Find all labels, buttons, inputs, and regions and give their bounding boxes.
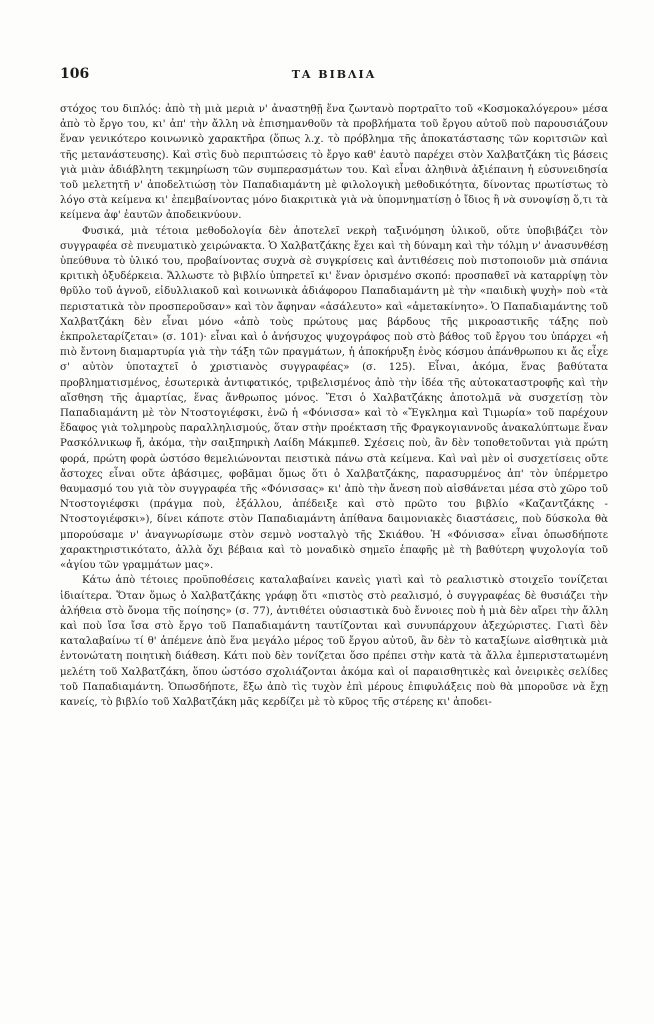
body-text [60,102,608,710]
paragraph-1: στόχος του διπλός: ἀπὸ τὴ μιὰ μεριὰ ν' ἀναστηθῇ ἕνα ζωντανὸ πορτραῖτο τοῦ «Κοσμοκαλόγερου» μέσα ἀπὸ τὸ ἔργο του, κι' ἀπ' τὴν ἄλλη νὰ ἐπισημανθοῦν τὰ προβλήματα τοῦ ἔργου αὐτοῦ ποὺ παρουσιάζουν ἕναν γενικότερο κοινωνικὸ χαρακτῆρα (ὅπως λ.χ. τὸ πρόβλημα τῆς ἀποκατάστασης τῶν κοριτσιῶν καὶ τῆς μετανάστευσης). Καὶ στὶς δυὸ περιπτώσεις τὸ ἔργο καθ' ἑαυτὸ παρέχει στὸν Χαλβατζάκη τὶς βάσεις γιὰ μιὰν ἀδιάβλητη τεκμηρίωση τῶν συμπερασμάτων του. Καὶ εἶναι ἀληθινὰ ἀξιέπαινη ἡ εὐσυνειδησία τοῦ μελετητῆ ν' ἀποδελτιώσῃ τὸν Παπαδιαμάντη μὲ φιλολογικὴ μεθοδικότητα, δίνοντας πρωτίστως τὸ λόγο στὰ κείμενα κι' ἐπεμβαίνοντας μόνο διακριτικὰ γιὰ νὰ ὑπομνηματίσῃ ὁ ἴδιος ἢ νὰ συνοψίσῃ ὅ,τι τὰ κείμενα ἀφ' ἑαυτῶν ἀποδεικνύουν. [60,104,608,222]
paragraph-2: Φυσικά, μιὰ τέτοια μεθοδολογία δὲν ἀποτελεῖ νεκρὴ ταξινόμηση ὑλικοῦ, οὔτε ὑποβιβάζει τὸν συγγραφέα σὲ πνευματικὸ χειρώνακτα. Ὁ Χαλβατζάκης ἔχει καὶ τὴ δύναμη καὶ τὴν τόλμη ν' ἀνασυνθέσῃ ὑπεύθυνα τὸ ὑλικό του, προβαίνοντας συχνὰ σὲ συγκρίσεις καὶ ἀντιθέσεις ποὺ πιστοποιοῦν μιὰ σπάνια κριτικὴ ὀξυδέρκεια. Ἄλλωστε τὸ βιβλίο ὑπηρετεῖ κι' ἕναν ὁρισμένο σκοπό: προσπαθεῖ νὰ καταρρίψῃ τὸν θρῦλο τοῦ ἁγνοῦ, εἰδυλλιακοῦ καὶ κοινωνικὰ ἀδιάφορου Παπαδιαμάντη μὲ τὴν «παιδικὴ ψυχὴ» ποὺ «τὰ περιστατικὰ τὸν προσπεροῦσαν» καὶ τὸν ἄφηναν «ἀσάλευτο» καὶ «ἀμετακίνητο». Ὁ Παπαδιαμάντης τοῦ Χαλβατζάκη δὲν εἶναι μόνο «ἀπὸ τοὺς πρώτους μας βάρδους τῆς μικροαστικῆς τάξης ποὺ ἐκπρολεταρίζεται» (σ. 101)· εἶναι καὶ ὁ ἀνήσυχος ψυχογράφος ποὺ στὸ βάθος τοῦ ἔργου του ὑπάρχει «ἡ πιὸ ἔντονη διαμαρτυρία γιὰ τὴν τάξη τῶν πραγμάτων, ἡ ἀποκήρυξη ἑνὸς κόσμου ἀπάνθρωπου κι ἄς εἶχε σ' αὐτὸν ὑποταχτεῖ ὁ χριστιανὸς συγγραφέας» (σ. 125). Εἶναι, ἀκόμα, ἕνας βαθύτατα προβληματισμένος, ἐσωτερικὰ ἀντιφατικός, τριβελισμένος ἀπὸ τὴν ἰδέα τῆς αὐτοκαταστροφῆς καὶ τὴν αἴσθηση τῆς ἁμαρτίας, ἕνας ἄνθρωπος μόνος. Ἔτσι ὁ Χαλβατζάκης ἀποτολμᾶ νὰ συσχετίσῃ τὸν Παπαδιαμάντη μὲ τὸν Ντοστογιέφσκι, ἐνῶ ἡ «Φόνισσα» καὶ τὸ «Ἔγκλημα καὶ Τιμωρία» τοῦ παρέχουν ἔδαφος γιὰ τολμηροὺς παραλληλισμούς, ὅταν στὴν προέκταση τῆς Φραγκογιαννοῦς ἀνακαλύπτωμε ἕναν Ρασκόλνικωφ ἤ, ἀκόμα, τὴν σαιξπηρικὴ Λαίδη Μάκμπεθ. Σχέσεις ποὺ, ἂν δὲν τοποθετοῦνται γιὰ πρώτη φορά, πρώτη φορὰ ὡστόσο θεμελιώνονται πειστικὰ πάνω στὰ κείμενα. Καὶ ναὶ μὲν οἱ συσχετίσεις οὔτε ἄστοχες εἶναι οὔτε ἀβάσιμες, φοβᾶμαι ὅμως ὅτι ὁ Χαλβατζάκης, παρασυρμένος ἀπ' τὸν ὑπέρμετρο θαυμασμό του γιὰ τὸν συγγραφέα τῆς «Φόνισσας» κι' ἀπὸ τὴν ἄνεση ποὺ αἰσθάνεται μέσα στὸ χῶρο τοῦ Ντοστογιέφσκι (πράγμα ποὺ, ἐξάλλου, ἀπέδειξε καὶ στὸ πρῶτο του βιβλίο «Καζαντζάκης - Ντοστογιέφσκι»), δίνει κάποτε στὸν Παπαδιαμάντη ἀπίθανα δαιμονιακὲς διαστάσεις, ποὺ δύσκολα θὰ μπορούσαμε ν' ἀναγνωρίσωμε στὸν σεμνὸ νοσταλγὸ τῆς Σκιάθου. Ἡ «Φόνισσα» εἶναι ὁπωσδήποτε χαρακτηριστικότατο, ἀλλὰ ὄχι βέβαια καὶ τὸ μοναδικὸ σημεῖο ἐπαφῆς μὲ τὴ βαθύτερη ψυχολογία τοῦ «ἁγίου τῶν γραμμάτων μας». [60,225,608,572]
page-header [60,66,608,88]
page-number: 106 [60,66,90,82]
book-page [60,66,608,1006]
paragraph-3: Κάτω ἀπὸ τέτοιες προϋποθέσεις καταλαβαίνει κανεὶς γιατὶ καὶ τὸ ρεαλιστικὸ στοιχεῖο τονίζεται ἰδιαίτερα. Ὅταν ὅμως ὁ Χαλβατζάκης γράφῃ ὅτι «πιστὸς στὸ ρεαλισμό, ὁ συγγραφέας δὲ θυσιάζει τὴν ἀλήθεια στὸ ὄνομα τῆς ποίησης» (σ. 77), ἀντιθέτει οὐσιαστικὰ δυὸ ἔννοιες ποὺ ἡ μιὰ δὲν αἴρει τὴν ἄλλη καὶ ποὺ ἴσα ἴσα στὸ ἔργο τοῦ Παπαδιαμάντη ταυτίζονται καὶ συνυπάρχουν ἀξεχώριστες. Γιατὶ δὲν καταλαβαίνω τί θ' ἀπέμενε ἀπὸ ἕνα μεγάλο μέρος τοῦ ἔργου αὐτοῦ, ἂν δὲν τὸ καταξίωνε αἰσθητικὰ μιὰ ἐντονώτατη ποιητικὴ διάθεση. Κάτι ποὺ δὲν τονίζεται ὅσο πρέπει στὴν κατὰ τὰ ἄλλα ἐμπεριστατωμένη μελέτη τοῦ Χαλβατζάκη, ὅπου ὡστόσο σχολιάζονται ἀκόμα καὶ οἱ παραισθητικὲς καὶ ὀνειρικὲς σελίδες τοῦ Παπαδιαμάντη. Ὁπωσδήποτε, ἔξω ἀπὸ τὶς τυχὸν ἐπὶ μέρους ἐπιφυλάξεις ποὺ θὰ μποροῦσε νὰ ἔχῃ κανείς, τὸ βιβλίο τοῦ Χαλβατζάκη μᾶς κερδίζει μὲ τὸ κῦρος τῆς στέρεης κι' ἀποδει- [60,575,608,708]
running-title: ΤΑ ΒΙΒΛΙΑ [291,68,377,81]
